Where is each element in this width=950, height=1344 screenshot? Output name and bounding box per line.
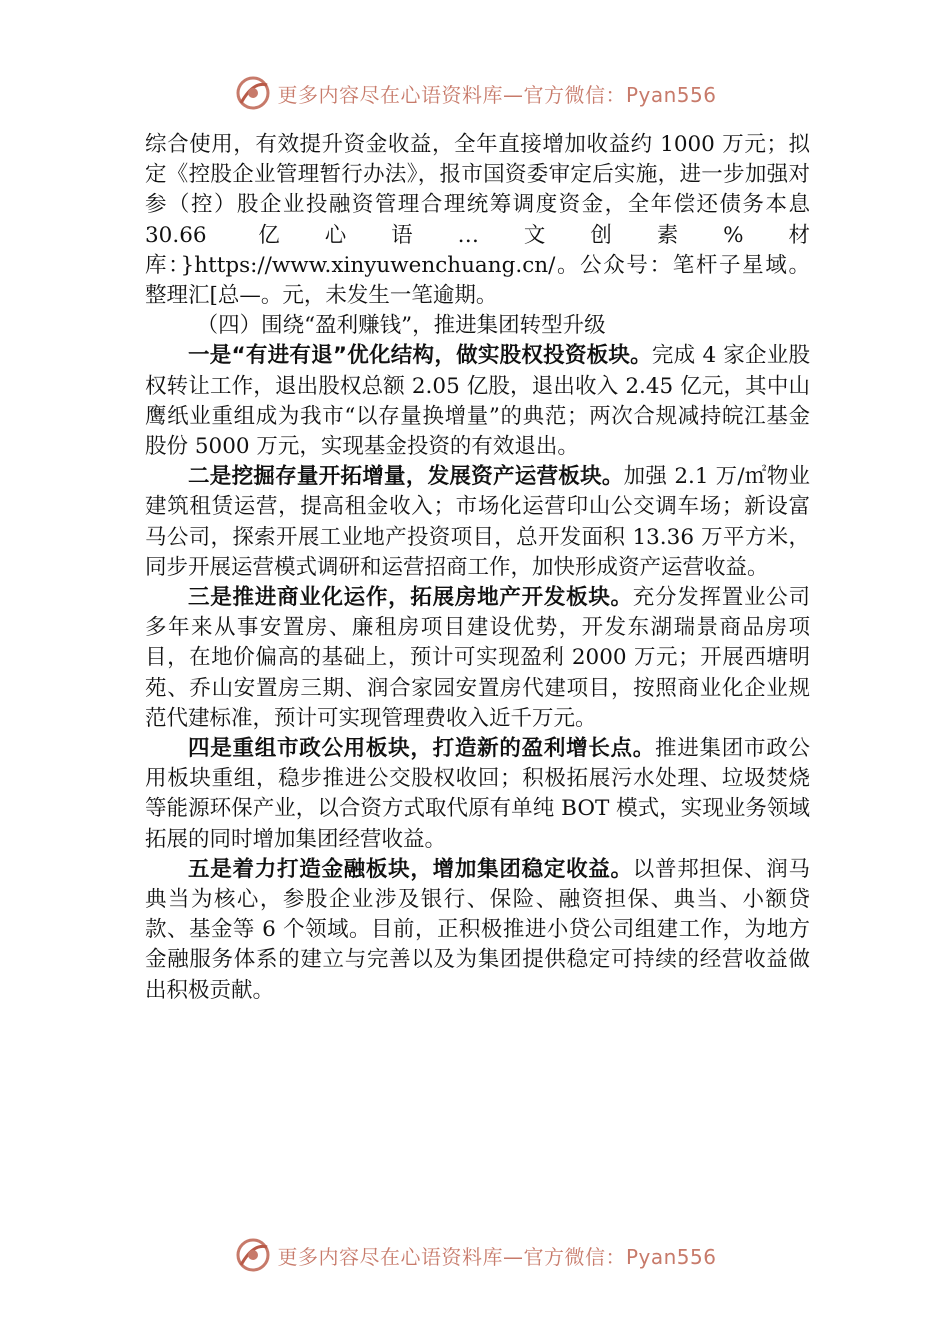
paragraph-text: 加强 2.1 万/㎡物业建筑租赁运营，提高租金收入；市场化运营印山公交调车场；新设富马公司，探索开展工业地产投资项目，总开发面积 13.36 万平方米，同步开展运营模式调研和运营招商工作，加快形成资产运营收益。 [145, 464, 810, 580]
section-heading: （四）围绕“盈利赚钱”，推进集团转型升级 [196, 313, 606, 339]
paragraph-municipal-utilities [145, 734, 810, 855]
paragraph-lead: 四是重组市政公用板块，打造新的盈利增长点。 [188, 736, 656, 762]
paragraph-lead: 五是着力打造金融板块，增加集团稳定收益。 [188, 856, 633, 882]
paragraph-finance [145, 855, 810, 1006]
paragraph-equity-investment [145, 341, 810, 462]
document-body [145, 130, 810, 1006]
seal-logo-icon [233, 73, 273, 113]
paragraph-lead: 二是挖掘存量开拓增量，发展资产运营板块。 [188, 464, 624, 490]
paragraph-continuation: 综合使用，有效提升资金收益，全年直接增加收益约 1000 万元；拟定《控股企业管理暂行办法》，报市国资委审定后实施，进一步加强对参（控）股企业投融资管理合理统筹调度资金，全年偿还债务本息 30.66 亿心语…文创素%材库：}https://www.xinyuwenchuang.cn/。公众号：笔杆子星域。整理汇[总—。元，未发生一笔逾期。 [145, 132, 810, 309]
footer-watermark-banner [0, 1230, 950, 1280]
header-watermark-banner [0, 68, 950, 118]
paragraph-text: 以普邦担保、润马典当为核心，参股企业涉及银行、保险、融资担保、典当、小额贷款、基金等 6 个领域。目前，正积极推进小贷公司组建工作，为地方金融服务体系的建立与完善以及为集团提供稳定可持续的经营收益做出积极贡献。 [145, 856, 810, 1003]
watermark-text: 更多内容尽在心语资料库—官方微信：Pyan556 [277, 82, 717, 107]
paragraph-asset-operation [145, 462, 810, 583]
paragraph-text: 推进集团市政公用板块重组，稳步推进公交股权收回；积极拓展污水处理、垃圾焚烧等能源环保产业，以合资方式取代原有单纯 BOT 模式，实现业务领域拓展的同时增加集团经营收益。 [145, 736, 810, 852]
paragraph-lead: 一是“有进有退”优化结构，做实股权投资板块。 [188, 343, 652, 369]
paragraph-real-estate [145, 583, 810, 734]
paragraph-lead: 三是推进商业化运作，拓展房地产开发板块。 [188, 585, 633, 611]
watermark-text: 更多内容尽在心语资料库—官方微信：Pyan556 [277, 1244, 717, 1269]
paragraph-text: 完成 4 家企业股权转让工作，退出股权总额 2.05 亿股，退出收入 2.45 亿元，其中山鹰纸业重组成为我市“以存量换增量”的典范；两次合规减持皖江基金股份 5000 万元，实现基金投资的有效退出。 [145, 343, 810, 460]
paragraph-text: 充分发挥置业公司多年来从事安置房、廉租房项目建设优势，开发东湖瑞景商品房项目，在地价偏高的基础上，预计可实现盈利 2000 万元；开展西塘明苑、乔山安置房三期、润合家园安置房代建项目，按照商业化企业规范代建标准，预计可实现管理费收入近千万元。 [145, 585, 810, 731]
seal-logo-icon [233, 1235, 273, 1275]
